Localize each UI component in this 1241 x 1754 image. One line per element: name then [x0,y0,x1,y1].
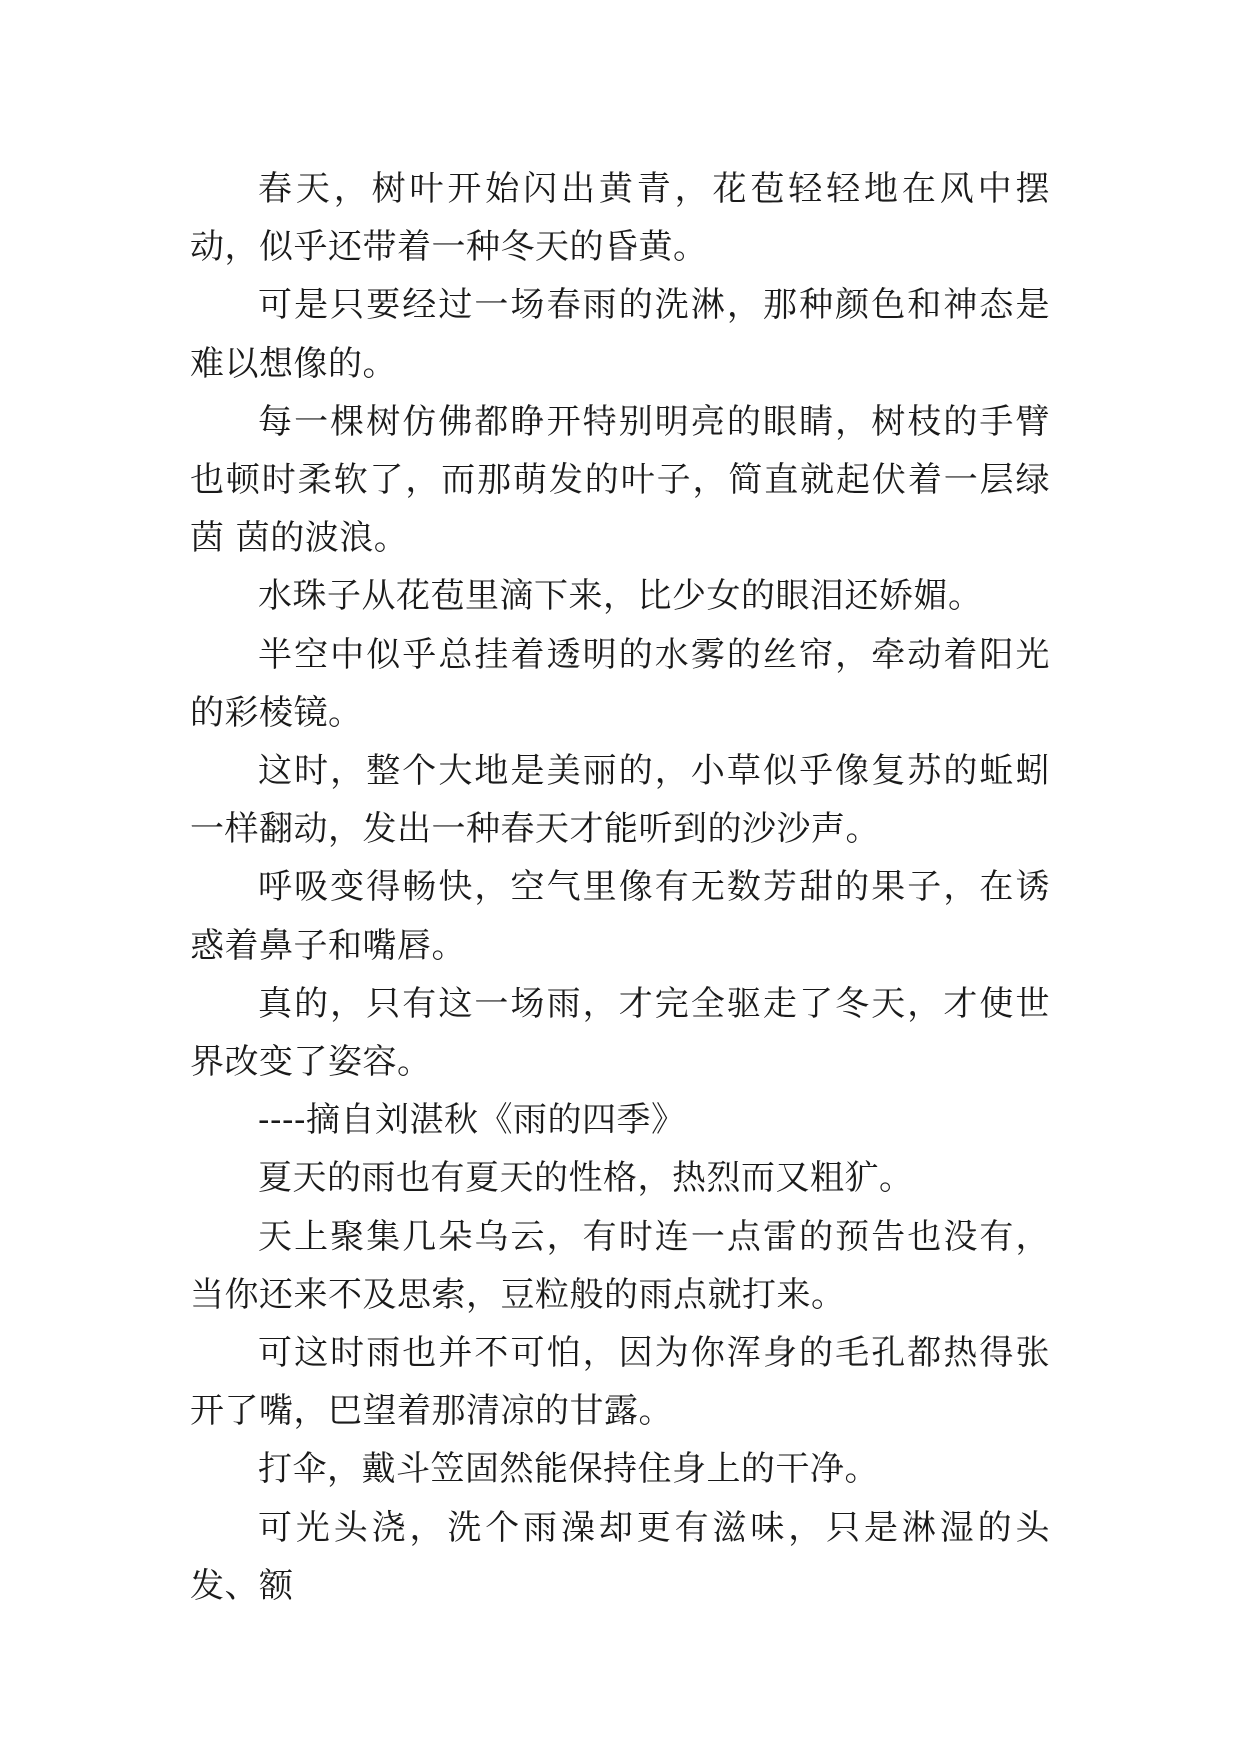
document-body [190,160,1050,1615]
paragraph: 水珠子从花苞里滴下来，比少女的眼泪还娇媚。 [258,576,983,617]
paragraph: 呼吸变得畅快，空气里像有无数芳甜的果子，在诱惑着鼻子和嘴唇。 [190,867,1050,966]
paragraph: 真的，只有这一场雨，才完全驱走了冬天，才使世界改变了姿容。 [190,983,1050,1083]
paragraph: 可这时雨也并不可怕，因为你浑身的毛孔都热得张开了嘴，巴望着那清凉的甘露。 [190,1333,1050,1432]
paragraph: 打伞，戴斗笠固然能保持住身上的干净。 [258,1449,879,1490]
paragraph: 这时，整个大地是美丽的，小草似乎像复苏的蚯蚓一样翻动，发出一种春天才能听到的沙沙声。 [190,751,1050,850]
paragraph: 可是只要经过一场春雨的洗淋，那种颜色和神态是难以想像的。 [190,285,1050,384]
paragraph: 春天，树叶开始闪出黄青，花苞轻轻地在风中摆动，似乎还带着一种冬天的昏黄。 [190,169,1050,268]
paragraph: 每一棵树仿佛都睁开特别明亮的眼睛，树枝的手臂也顿时柔软了，而那萌发的叶子，简直就起伏着一层绿茵 茵的波浪。 [190,401,1050,559]
paragraph: 可光头浇，洗个雨澡却更有滋味，只是淋湿的头发、额 [190,1507,1050,1606]
source-citation: ----摘自刘湛秋《雨的四季》 [258,1100,686,1141]
paragraph: 半空中似乎总挂着透明的水雾的丝帘，牵动着阳光的彩棱镜。 [190,634,1050,733]
paragraph: 天上聚集几朵乌云，有时连一点雷的预告也没有，当你还来不及思索，豆粒般的雨点就打来。 [190,1216,1050,1315]
paragraph: 夏天的雨也有夏天的性格，热烈而又粗犷。 [258,1158,914,1199]
